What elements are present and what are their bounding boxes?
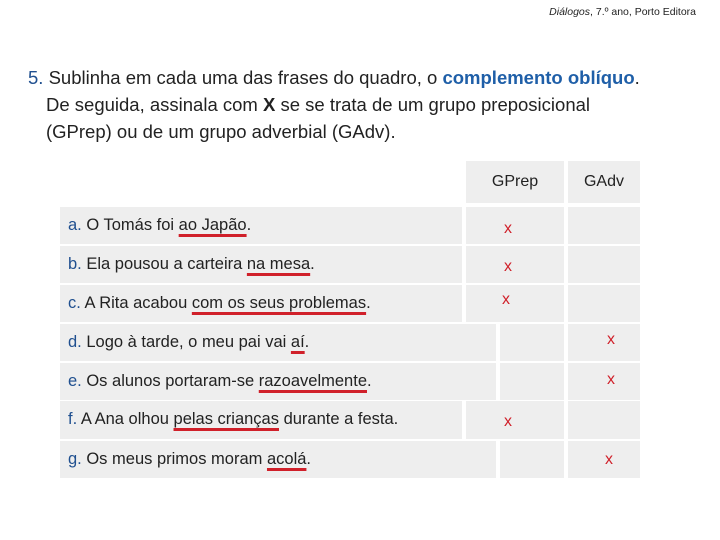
underlined-complement: na mesa [246, 255, 311, 273]
sentence-text: . [246, 216, 252, 234]
underlined-complement: aí [290, 333, 305, 351]
sentence-text: Os meus primos moram [81, 450, 267, 468]
sentence-letter: f. [68, 410, 78, 428]
sentence-letter: b. [68, 255, 82, 273]
underlined-complement: com os seus problemas [191, 294, 367, 312]
source-details: , 7.º ano, Porto Editora [590, 6, 696, 18]
gprep-cell[interactable] [466, 207, 564, 244]
gprep-cell[interactable] [500, 324, 564, 361]
sentence [68, 333, 309, 352]
instruction-text-4: se se trata de um grupo preposicional [275, 94, 591, 115]
underlined-complement: pelas crianças [173, 410, 279, 428]
x-mark: x [504, 413, 512, 430]
x-mark: x [504, 220, 512, 237]
instruction-line-2 [28, 91, 708, 118]
sentence-text: Os alunos portaram-se [81, 372, 259, 390]
instruction-text-5: (GPrep) ou de um grupo adverbial (GAdv). [46, 121, 396, 142]
gprep-cell[interactable] [500, 363, 564, 400]
sentence-text: . [310, 255, 315, 273]
instruction-text-2: . [634, 67, 640, 88]
gadv-cell[interactable] [568, 246, 640, 283]
gadv-cell[interactable] [568, 363, 640, 400]
sentence-text: . [306, 450, 312, 468]
gprep-cell[interactable] [466, 285, 564, 322]
gadv-cell[interactable] [568, 401, 640, 439]
sentence-letter: g. [68, 450, 82, 468]
exercise-number: 5. [28, 67, 44, 88]
sentence [68, 450, 311, 469]
underlined-complement: acolá [266, 450, 307, 468]
x-mark: x [607, 371, 615, 388]
sentence-text: Ela pousou a carteira [81, 255, 247, 273]
sentence-letter: e. [68, 372, 82, 390]
sentence-text: O Tomás foi [81, 216, 179, 234]
gadv-cell[interactable] [568, 285, 640, 322]
sentence-letter: a. [68, 216, 82, 234]
sentence [68, 372, 372, 391]
instruction-line-3 [28, 118, 708, 145]
gadv-cell[interactable] [568, 441, 640, 478]
x-mark: x [504, 258, 512, 275]
header-gadv: GAdv [568, 161, 640, 203]
sentence [68, 410, 398, 429]
instruction-x: X [262, 94, 276, 115]
gprep-cell[interactable] [466, 246, 564, 283]
exercise-instruction [28, 64, 708, 145]
instruction-text-1: Sublinha em cada uma das frases do quadro, o [43, 67, 443, 88]
gprep-cell[interactable] [500, 441, 564, 478]
source-title: Diálogos [549, 6, 591, 18]
instruction-highlight: complemento oblíquo [442, 67, 635, 88]
sentence [68, 294, 371, 313]
x-mark: x [607, 331, 615, 348]
instruction-text-3: De seguida, assinala com [46, 94, 263, 115]
x-mark: x [502, 291, 510, 308]
sentence-text: A Ana olhou [77, 410, 174, 428]
gadv-cell[interactable] [568, 207, 640, 244]
header-gprep: GPrep [466, 161, 564, 203]
sentence-text: A Rita acabou [80, 294, 192, 312]
underlined-complement: razoavelmente [258, 372, 367, 390]
sentence-text: . [304, 333, 310, 351]
x-mark: x [605, 451, 613, 468]
source-citation [549, 6, 696, 18]
sentence-letter: c. [68, 294, 81, 312]
sentence-text: . [367, 372, 372, 390]
sentence [68, 255, 315, 274]
sentence-letter: d. [68, 333, 82, 351]
gadv-cell[interactable] [568, 324, 640, 361]
sentence [68, 216, 251, 235]
sentence-text: . [366, 294, 371, 312]
underlined-complement: ao Japão [178, 216, 247, 234]
sentence-text: Logo à tarde, o meu pai vai [81, 333, 291, 351]
gprep-cell[interactable] [466, 401, 564, 439]
sentence-text: durante a festa. [279, 410, 399, 428]
